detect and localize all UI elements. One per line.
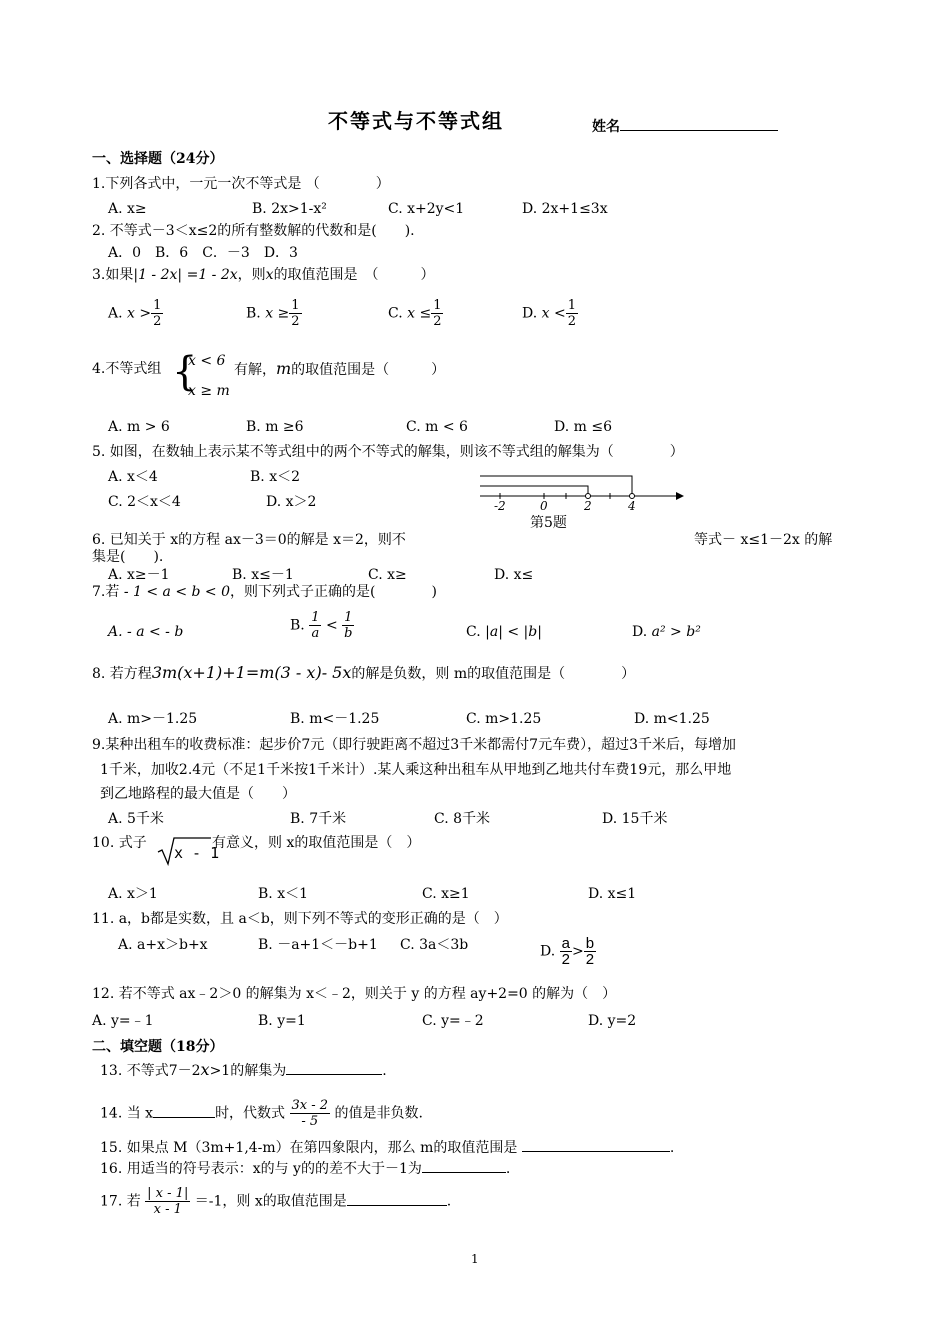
q6-option-b[interactable]: B. x≤－1: [232, 567, 294, 583]
q12-stem: 12. 若不等式 ax﹣2＞0 的解集为 x＜﹣2，则关于 y 的方程 ay+2=0 的解为（ ）: [92, 986, 617, 1002]
q4-system-row1: x < 6: [188, 353, 226, 369]
q9-line1: 9.某种出租车的收费标准：起步价7元（即行驶距离不超过3千米都需付7元车费），超过3千米后，每增加: [92, 737, 736, 753]
q4-option-a[interactable]: A. m > 6: [108, 419, 170, 435]
q8-stem: [92, 664, 635, 683]
frac-den: 2: [153, 314, 162, 329]
name-blank[interactable]: [620, 116, 778, 131]
q5-option-c[interactable]: C. 2＜x＜4: [108, 494, 181, 510]
q1-stem: 1.下列各式中，一元一次不等式是 （ ）: [92, 176, 390, 192]
q9-line3: 到乙地路程的最大值是（ ）: [100, 786, 296, 802]
open-point-4: [630, 494, 635, 499]
q3-a-rel: x >: [127, 305, 152, 322]
frac-den: 2: [433, 314, 442, 329]
frac-num: a: [561, 935, 570, 952]
page-title: 不等式与不等式组: [328, 109, 504, 133]
frac-num: 1: [311, 610, 320, 625]
q14-answer-blank[interactable]: [153, 1103, 215, 1118]
q8-stem-a: 8. 若方程: [92, 666, 152, 682]
q5-figure-caption: 第5题: [530, 515, 567, 531]
q4-option-b[interactable]: B. m ≥6: [246, 419, 304, 435]
open-point-2: [586, 494, 591, 499]
q3-d-label: D.: [522, 305, 538, 322]
q13-stem-a: 13. 不等式7－2: [100, 1063, 201, 1079]
q7-b-rel: <: [325, 617, 338, 634]
frac-num: 1: [342, 610, 354, 626]
q6-stem-c: 集是( ).: [92, 549, 164, 565]
q3-stem-a: 3.如果: [92, 267, 134, 283]
brace-glyph: {: [172, 349, 198, 395]
q15-stem: [100, 1137, 674, 1157]
q16-answer-blank[interactable]: [422, 1158, 506, 1173]
q7-option-c[interactable]: [466, 623, 542, 641]
frac-den: b: [344, 626, 353, 641]
q6-option-c[interactable]: C. x≥: [368, 567, 407, 583]
q11-d-label: D.: [540, 943, 556, 960]
q7-c-label: C.: [466, 624, 481, 640]
q5-option-d[interactable]: D. x＞2: [266, 494, 317, 510]
frac-num: 3x - 2: [291, 1098, 329, 1113]
frac-den: 2: [561, 951, 570, 968]
q5-option-a[interactable]: A. x＜4: [108, 469, 158, 485]
q3-b-label: B.: [246, 305, 261, 322]
q6-option-d[interactable]: D. x≤: [494, 567, 534, 583]
q14-stem-c: 的值是非负数.: [334, 1105, 423, 1122]
q7-condition: - 1 < a < b < 0: [123, 584, 231, 600]
q7-d-expr: a² > b²: [651, 624, 701, 640]
q6-stem-a: 6. 已知关于 x的方程 ax－3＝0的解是 x＝2，则不: [92, 532, 406, 548]
q16-stem: [100, 1158, 510, 1178]
page-number: 1: [471, 1252, 479, 1266]
q4-stem-c: 的取值范围是（ ）: [291, 362, 446, 378]
q10-stem-b: 有意义，则 x的取值范围是（ ）: [212, 835, 421, 851]
q7-option-a[interactable]: A. - a < - b: [108, 624, 184, 640]
frac-den: - 5: [301, 1114, 319, 1129]
q12-option-d[interactable]: D. y=2: [588, 1013, 637, 1029]
q3-option-a[interactable]: [108, 298, 163, 329]
q11-stem: 11. a，b都是实数，且 a＜b，则下列不等式的变形正确的是（ ）: [92, 911, 508, 927]
q13-stem-b: >1的解集为: [209, 1063, 287, 1079]
q7-stem-b: ，则下列式子正确的是( ): [230, 584, 437, 600]
q11-option-a[interactable]: A. a+x＞b+x: [118, 937, 208, 953]
q10-option-d[interactable]: D. x≤1: [588, 886, 637, 902]
frac-den: 2: [585, 951, 595, 968]
q4-option-d[interactable]: D. m ≤6: [554, 419, 612, 435]
q17-stem-a: 17. 若: [100, 1193, 141, 1210]
q6-option-a[interactable]: A. x≥－1: [108, 567, 170, 583]
q7-option-d[interactable]: [632, 623, 701, 641]
q5-number-line: [476, 466, 686, 516]
q3-stem-c: ，则: [237, 267, 266, 283]
q2-options[interactable]: A．0 B．6 C．－3 D．3: [108, 245, 298, 261]
q11-option-b[interactable]: B. －a+1＜－b+1: [258, 937, 378, 953]
q12-option-b[interactable]: B. y=1: [258, 1013, 306, 1029]
q3-c-rel: x ≤: [407, 305, 432, 322]
q15-stem-b: .: [669, 1140, 675, 1156]
q8-option-c[interactable]: C. m>1.25: [466, 711, 542, 727]
q3-c-label: C.: [388, 305, 403, 322]
q3-option-b[interactable]: [246, 298, 302, 329]
q8-equation: 3m(x+1)+1=m(3 - x)- 5x: [151, 663, 352, 682]
q3-a-label: A.: [108, 305, 123, 322]
q17-stem-b: ＝-1，则 x的取值范围是: [194, 1193, 347, 1210]
q8-option-a[interactable]: A. m>－1.25: [108, 711, 198, 727]
q12-option-c[interactable]: C. y=﹣2: [422, 1013, 484, 1029]
q10-option-c[interactable]: C. x≥1: [422, 886, 470, 902]
q1-option-d[interactable]: D. 2x+1≤3x: [522, 201, 608, 217]
q11-d-frac2: [584, 936, 596, 967]
q5-stem: 5. 如图，在数轴上表示某不等式组中的两个不等式的解集，则该不等式组的解集为（ ）: [92, 444, 684, 460]
q13-x: x: [200, 1060, 210, 1079]
q14-stem-a: 14. 当 x: [100, 1105, 154, 1122]
frac-den: x - 1: [153, 1202, 182, 1217]
frac-den: 2: [291, 314, 300, 329]
q3-option-d[interactable]: [522, 298, 578, 329]
q16-stem-b: .: [505, 1161, 511, 1177]
q10-stem-a: 10. 式子: [92, 835, 147, 851]
name-label: 姓名: [592, 119, 620, 135]
q9-line2: 1千米，加收2.4元（不足1千米按1千米计）.某人乘这种出租车从甲地到乙地共付车费19元，那么甲地: [100, 762, 732, 778]
q4-system-row2: x ≥ m: [188, 383, 230, 399]
frac-den: a: [311, 626, 320, 641]
q3-a-frac: [151, 298, 163, 329]
q14-stem-b: 时，代数式: [215, 1105, 286, 1122]
axis-label-neg2: -2: [494, 499, 506, 513]
q8-option-b[interactable]: B. m<－1.25: [290, 711, 380, 727]
frac-num: | x - 1|: [147, 1186, 189, 1201]
q17-frac: [145, 1186, 190, 1217]
q7-d-label: D.: [632, 624, 648, 640]
q3-stem-d: 的取值范围是 （ ）: [273, 267, 435, 283]
section-heading-2: 二、填空题（18分）: [92, 1039, 224, 1055]
axis-label-4: 4: [628, 499, 636, 513]
q12-option-a[interactable]: A. y=﹣1: [92, 1013, 154, 1029]
q8-stem-b: 的解是负数，则 m的取值范围是（ ）: [351, 666, 636, 682]
q14-stem: [100, 1098, 423, 1129]
q6-stem-b: 等式－ x≤1－2x 的解: [694, 532, 833, 548]
q10-radicand: x - 1: [174, 844, 220, 862]
axis-label-0: 0: [540, 499, 548, 513]
frac-num: b: [585, 935, 595, 952]
q3-d-rel: x <: [541, 305, 566, 322]
q3-d-frac: [566, 298, 578, 329]
q7-stem: [92, 583, 437, 601]
q3-stem-x: x: [265, 267, 274, 283]
q4-stem-b: 有解，: [234, 362, 276, 378]
frac-num: 1: [433, 298, 442, 313]
q13-stem: [100, 1060, 387, 1080]
q3-b-rel: x ≥: [265, 305, 290, 322]
name-field: [592, 116, 778, 136]
q7-c-expr: |a| < |b|: [485, 624, 542, 640]
q7-b-frac2: [342, 610, 354, 641]
q5-option-b[interactable]: B. x＜2: [250, 469, 300, 485]
q13-stem-c: .: [382, 1063, 387, 1079]
q11-d-rel: >: [571, 943, 584, 960]
q9-option-d[interactable]: D. 15千米: [602, 811, 668, 827]
axis-arrow: [676, 492, 684, 500]
q14-frac: [290, 1098, 331, 1129]
q13-answer-blank[interactable]: [286, 1060, 382, 1075]
q11-option-d[interactable]: [540, 936, 596, 967]
q8-option-d[interactable]: D. m<1.25: [634, 711, 710, 727]
section-heading-1: 一、选择题（24分）: [92, 151, 224, 167]
q17-stem: [100, 1186, 451, 1217]
q10-option-a[interactable]: A. x＞1: [108, 886, 158, 902]
q1-option-b[interactable]: B. 2x>1-x²: [252, 201, 327, 217]
q7-b-label: B.: [290, 617, 305, 634]
q9-option-a[interactable]: A. 5千米: [108, 811, 164, 827]
q11-option-c[interactable]: C. 3a＜3b: [400, 937, 469, 953]
q17-answer-blank[interactable]: [347, 1191, 447, 1206]
q4-option-c[interactable]: C. m < 6: [406, 419, 468, 435]
q1-option-c[interactable]: C. x+2y<1: [388, 201, 465, 217]
q3-c-frac: [431, 298, 443, 329]
q3-option-c[interactable]: [388, 298, 443, 329]
q17-stem-c: .: [446, 1193, 452, 1210]
solution-bracket-left: [480, 486, 588, 496]
q15-answer-blank[interactable]: [522, 1137, 670, 1152]
frac-num: 1: [291, 298, 300, 313]
q3-stem: [92, 266, 435, 284]
q16-stem-a: 16. 用适当的符号表示：x的与 y的的差不大于－1为: [100, 1161, 422, 1177]
q9-option-b[interactable]: B. 7千米: [290, 811, 347, 827]
q1-option-a[interactable]: A. x≥: [108, 201, 147, 217]
q7-option-b[interactable]: [290, 610, 354, 641]
q2-stem: 2. 不等式－3＜x≤2的所有整数解的代数和是( ).: [92, 223, 415, 239]
q15-stem-a: 15. 如果点 M（3m+1,4-m）在第四象限内，那么 m的取值范围是: [100, 1140, 522, 1156]
axis-label-2: 2: [584, 499, 592, 513]
frac-den: 2: [567, 314, 576, 329]
q7-stem-a: 7.若: [92, 584, 120, 600]
q4-stem-m: m: [276, 359, 292, 378]
frac-num: 1: [153, 298, 162, 313]
q4-stem-rest: [234, 360, 445, 379]
q10-option-b[interactable]: B. x＜1: [258, 886, 308, 902]
q3-stem-expr: |1 - 2x| =1 - 2x: [133, 267, 238, 283]
q7-b-frac1: [309, 610, 321, 641]
q3-b-frac: [289, 298, 301, 329]
q11-d-frac1: [560, 936, 572, 967]
q4-stem-a: 4.不等式组: [92, 361, 162, 377]
q9-option-c[interactable]: C. 8千米: [434, 811, 491, 827]
frac-num: 1: [567, 298, 576, 313]
